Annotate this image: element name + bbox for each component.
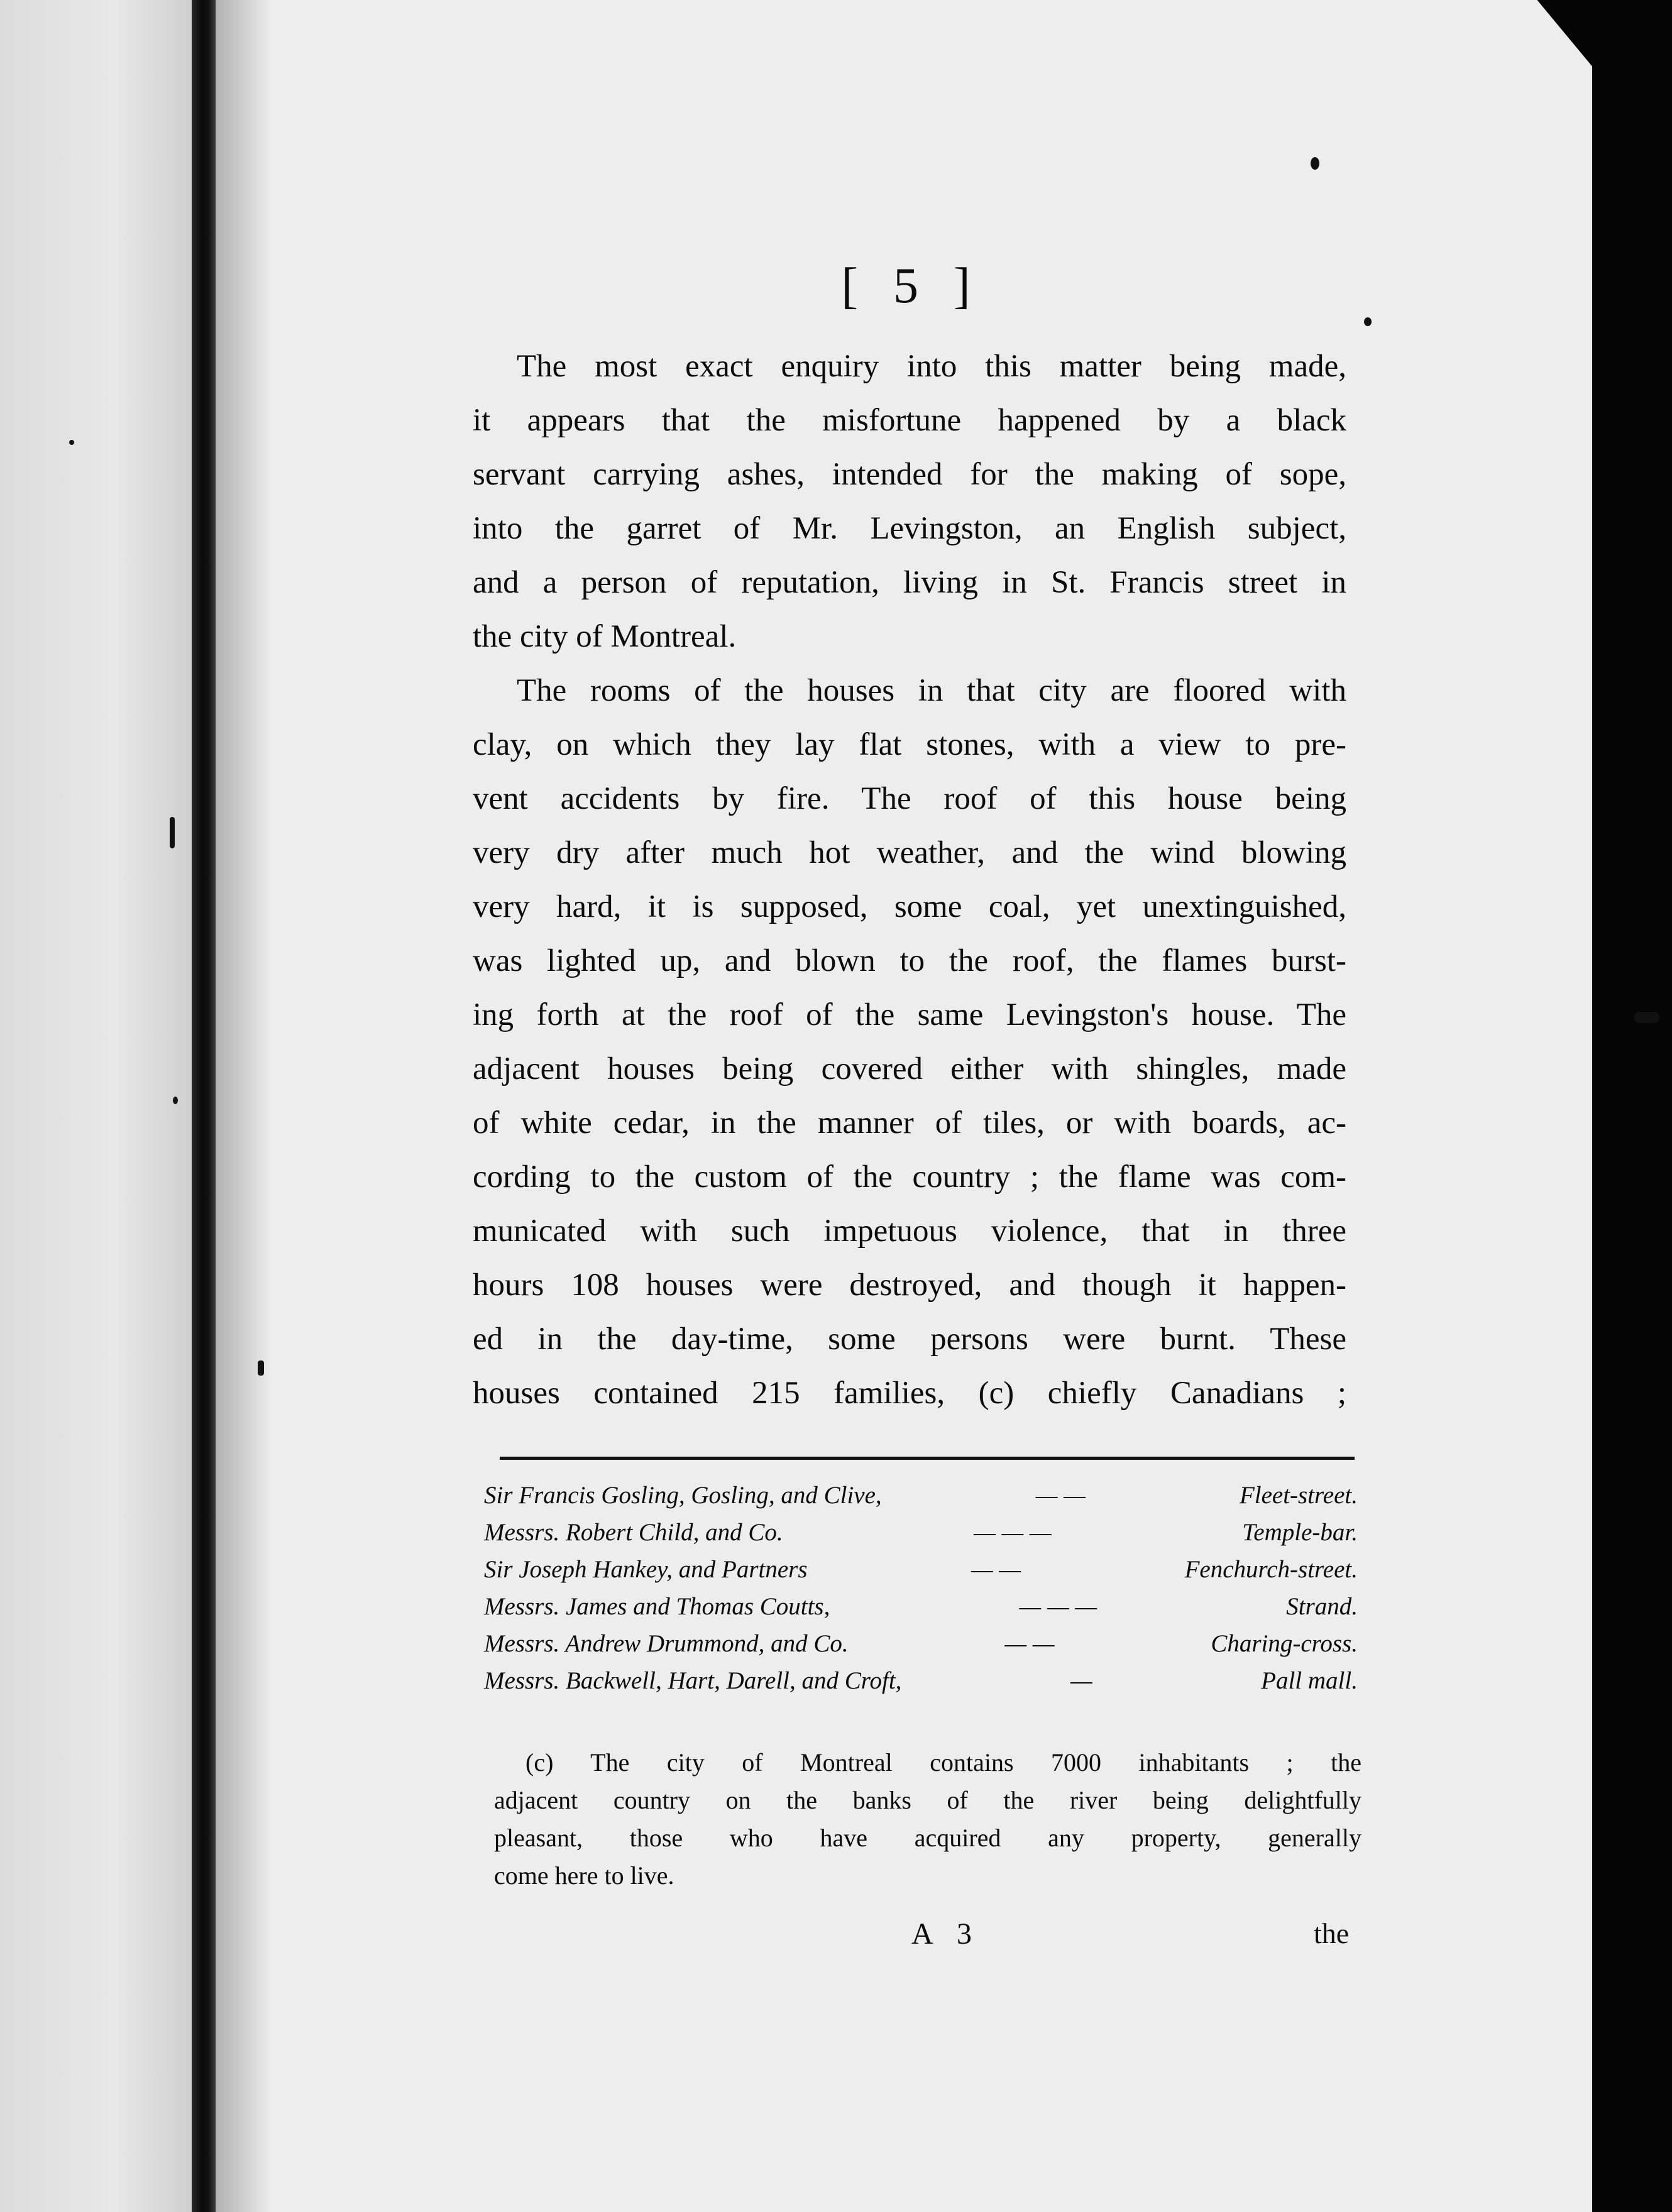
bank-name: Messrs. James and Thomas Coutts, bbox=[484, 1593, 830, 1620]
scan-speck bbox=[258, 1361, 264, 1376]
scan-speck bbox=[173, 1097, 178, 1104]
body-line: was lighted up, and blown to the roof, the flames burst- bbox=[473, 943, 1346, 978]
bank-name: Sir Joseph Hankey, and Partners bbox=[484, 1556, 808, 1583]
scan-speck bbox=[1311, 157, 1319, 170]
bank-row bbox=[484, 1514, 1358, 1551]
body-line: hours 108 houses were destroyed, and though it happen- bbox=[473, 1268, 1346, 1303]
footnote bbox=[494, 1744, 1361, 1895]
body-text bbox=[473, 339, 1346, 1420]
scan-speck bbox=[1364, 317, 1372, 326]
body-line: it appears that the misfortune happened by a black bbox=[473, 403, 1346, 438]
footnote-rule bbox=[500, 1457, 1355, 1460]
footnote-line: pleasant, those who have acquired any property, generally bbox=[494, 1824, 1361, 1852]
bank-place: Temple-bar. bbox=[1242, 1519, 1358, 1546]
bank-dashes: — — — bbox=[1019, 1593, 1097, 1620]
bank-row bbox=[484, 1477, 1358, 1514]
bank-row bbox=[484, 1662, 1358, 1699]
bank-place: Pall mall. bbox=[1261, 1667, 1358, 1694]
bank-row bbox=[484, 1625, 1358, 1662]
footnote-line: come here to live. bbox=[494, 1861, 674, 1890]
scan-speck bbox=[69, 440, 74, 445]
body-line: very dry after much hot weather, and the wind blowing bbox=[473, 835, 1346, 870]
page-shadow bbox=[216, 0, 272, 2212]
bank-dashes: — bbox=[1070, 1667, 1092, 1694]
body-line: cording to the custom of the country ; the flame was com- bbox=[473, 1159, 1346, 1195]
body-line: ed in the day-time, some persons were burnt. These bbox=[473, 1322, 1346, 1357]
bank-name: Sir Francis Gosling, Gosling, and Clive, bbox=[484, 1482, 882, 1509]
bank-dashes: — — bbox=[1004, 1630, 1055, 1657]
body-line: clay, on which they lay flat stones, with a view to pre- bbox=[473, 727, 1346, 762]
body-line: The rooms of the houses in that city are floored with bbox=[517, 673, 1346, 708]
body-line: adjacent houses being covered either with shingles, made bbox=[473, 1051, 1346, 1087]
bank-place: Charing-cross. bbox=[1211, 1630, 1358, 1657]
body-line: vent accidents by fire. The roof of this house being bbox=[473, 781, 1346, 816]
bank-name: Messrs. Robert Child, and Co. bbox=[484, 1519, 783, 1546]
bank-dashes: — — bbox=[1035, 1482, 1086, 1509]
bank-row bbox=[484, 1588, 1358, 1625]
bank-place: Strand. bbox=[1286, 1593, 1358, 1620]
facing-page-edge bbox=[0, 0, 192, 2212]
body-line: into the garret of Mr. Levingston, an English subject, bbox=[473, 511, 1346, 546]
body-line: municated with such impetuous violence, that in three bbox=[473, 1213, 1346, 1249]
bank-dashes: — — — bbox=[974, 1519, 1052, 1546]
bank-list bbox=[484, 1477, 1358, 1699]
scan-speck bbox=[1634, 1012, 1659, 1023]
scan-speck bbox=[170, 817, 175, 848]
footnote-line: adjacent country on the banks of the river being delightfully bbox=[494, 1786, 1361, 1814]
body-line: very hard, it is supposed, some coal, yet unextinguished, bbox=[473, 889, 1346, 924]
bank-row bbox=[484, 1551, 1358, 1588]
bank-name: Messrs. Backwell, Hart, Darell, and Croft, bbox=[484, 1667, 902, 1694]
body-line: The most exact enquiry into this matter being made, bbox=[517, 349, 1346, 384]
body-line: houses contained 215 families, (c) chiefly Canadians ; bbox=[473, 1376, 1346, 1411]
body-line: the city of Montreal. bbox=[473, 619, 737, 654]
body-line: ing forth at the roof of the same Levingston's house. The bbox=[473, 997, 1346, 1032]
bank-place: Fenchurch-street. bbox=[1184, 1556, 1358, 1583]
page-number-header: [ 5 ] bbox=[841, 258, 982, 314]
footnote-line: (c) The city of Montreal contains 7000 inhabitants ; the bbox=[525, 1748, 1361, 1777]
bank-place: Fleet-street. bbox=[1239, 1482, 1358, 1509]
signature-mark: A 3 bbox=[911, 1917, 981, 1951]
bank-dashes: — — bbox=[971, 1556, 1021, 1583]
body-line: servant carrying ashes, intended for the making of sope, bbox=[473, 457, 1346, 492]
bank-name: Messrs. Andrew Drummond, and Co. bbox=[484, 1630, 849, 1657]
body-line: of white cedar, in the manner of tiles, or with boards, ac- bbox=[473, 1105, 1346, 1141]
body-line: and a person of reputation, living in St. Francis street in bbox=[473, 565, 1346, 600]
catchword: the bbox=[1314, 1917, 1350, 1949]
book-gutter bbox=[192, 0, 216, 2212]
